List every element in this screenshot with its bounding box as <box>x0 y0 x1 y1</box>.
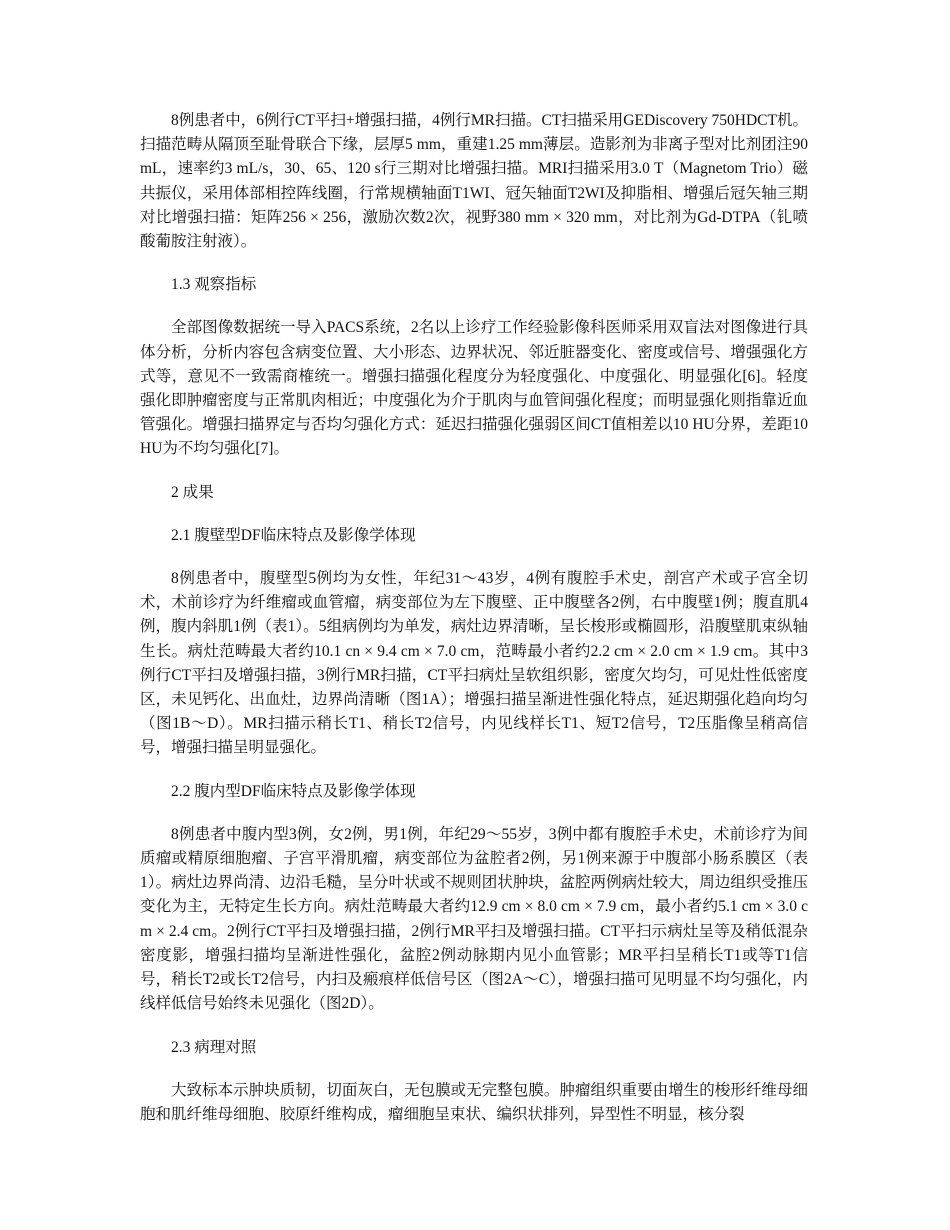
section-heading-2: 2 成果 <box>171 483 214 501</box>
section-heading-2-2: 2.2 腹内型DF临床特点及影像学体现 <box>171 782 416 800</box>
document-page <box>140 109 808 1146</box>
paragraph-abdominal-wall-df: 8例患者中，腹壁型5例均为女性，年纪31～43岁，4例有腹腔手术史，剖宫产术或子宫全切术，术前诊疗为纤维瘤或血管瘤，病变部位为左下腹壁、正中腹壁各2例，右中腹壁1例；腹直肌4例，腹内斜肌1例（表1）。5组病例均为单发，病灶边界清晰，呈长梭形或椭圆形，沿腹壁肌束纵轴生长。病灶范畴最大者约10.1 cn × 9.4 cm × 7.0 cm，范畴最小者约2.2 cm × 2.0 cm × 1.9 cm。其中3例行CT平扫及增强扫描，3例行MR扫描，CT平扫病灶呈软组织影，密度欠均匀，可见灶性低密度区，未见钙化、出血灶，边界尚清晰（图1A）；增强扫描呈渐进性强化特点，延迟期强化趋向均匀（图1B～D）。MR扫描示稍长T1、稍长T2信号，内见线样长T1、短T2信号，T2压脂像呈稍高信号，增强扫描呈明显强化。 <box>140 570 808 757</box>
paragraph-pathology: 大致标本示肿块质韧，切面灰白，无包膜或无完整包膜。肿瘤组织重要由增生的梭形纤维母细胞和肌纤维母细胞、胶原纤维构成，瘤细胞呈束状、编织状排列，异型性不明显，核分裂 <box>140 1081 808 1123</box>
paragraph-ct-mri-method: 8例患者中，6例行CT平扫+增强扫描，4例行MR扫描。CT扫描采用GEDiscovery 750HDCT机。扫描范畴从隔顶至耻骨联合下缘，层厚5 mm，重建1.25 mm薄层。造影剂为非离子型对比剂团注90 mL，速率约3 mL/s，30、65、120 s行三期对比增强扫描。MRI扫描采用3.0 T（Magnetom Trio）磁共振仪，采用体部相控阵线圈，行常规横轴面T1WI、冠矢轴面T2WI及抑脂相、增强后冠矢轴三期对比增强扫描：矩阵256 × 256，激励次数2次，视野380 mm × 320 mm，对比剂为Gd-DTPA（钆喷酸葡胺注射液）。 <box>140 112 808 251</box>
section-heading-2-1: 2.1 腹壁型DF临床特点及影像学体现 <box>171 526 416 544</box>
paragraph-observation-indices: 全部图像数据统一导入PACS系统，2名以上诊疗工作经验影像科医师采用双盲法对图像进行具体分析，分析内容包含病变位置、大小形态、边界状况、邻近脏器变化、密度或信号、增强强化方式等，意见不一致需商榷统一。增强扫描强化程度分为轻度强化、中度强化、明显强化[6]。轻度强化即肿瘤密度与正常肌肉相近；中度强化为介于肌肉与血管间强化程度；而明显强化则指靠近血管强化。增强扫描界定与否均匀强化方式：延迟扫描强化强弱区间CT值相差以10 HU分界，差距10 HU为不均匀强化[7]。 <box>140 319 808 458</box>
section-heading-1-3: 1.3 观察指标 <box>171 276 257 294</box>
paragraph-intra-abdominal-df: 8例患者中腹内型3例，女2例，男1例，年纪29～55岁，3例中都有腹腔手术史，术前诊疗为间质瘤或精原细胞瘤、子宫平滑肌瘤，病变部位为盆腔者2例，另1例来源于中腹部小肠系膜区（表1）。病灶边界尚清、边沿毛糙，呈分叶状或不规则团状肿块，盆腔两例病灶较大，周边组织受推压变化为主，无特定生长方向。病灶范畴最大者约12.9 cm × 8.0 cm × 7.9 cm，最小者约5.1 cm × 3.0 cm × 2.4 cm。2例行CT平扫及增强扫描，2例行MR平扫及增强扫描。CT平扫示病灶呈等及稍低混杂密度影，增强扫描均呈渐进性强化，盆腔2例动脉期内见小血管影；MR平扫呈稍长T1或等T1信号，稍长T2或长T2信号，内扫及瘢痕样低信号区（图2A～C），增强扫描可见明显不均匀强化，内线样低信号始终未见强化（图2D）。 <box>140 825 808 1013</box>
section-heading-2-3: 2.3 病理对照 <box>171 1038 257 1056</box>
